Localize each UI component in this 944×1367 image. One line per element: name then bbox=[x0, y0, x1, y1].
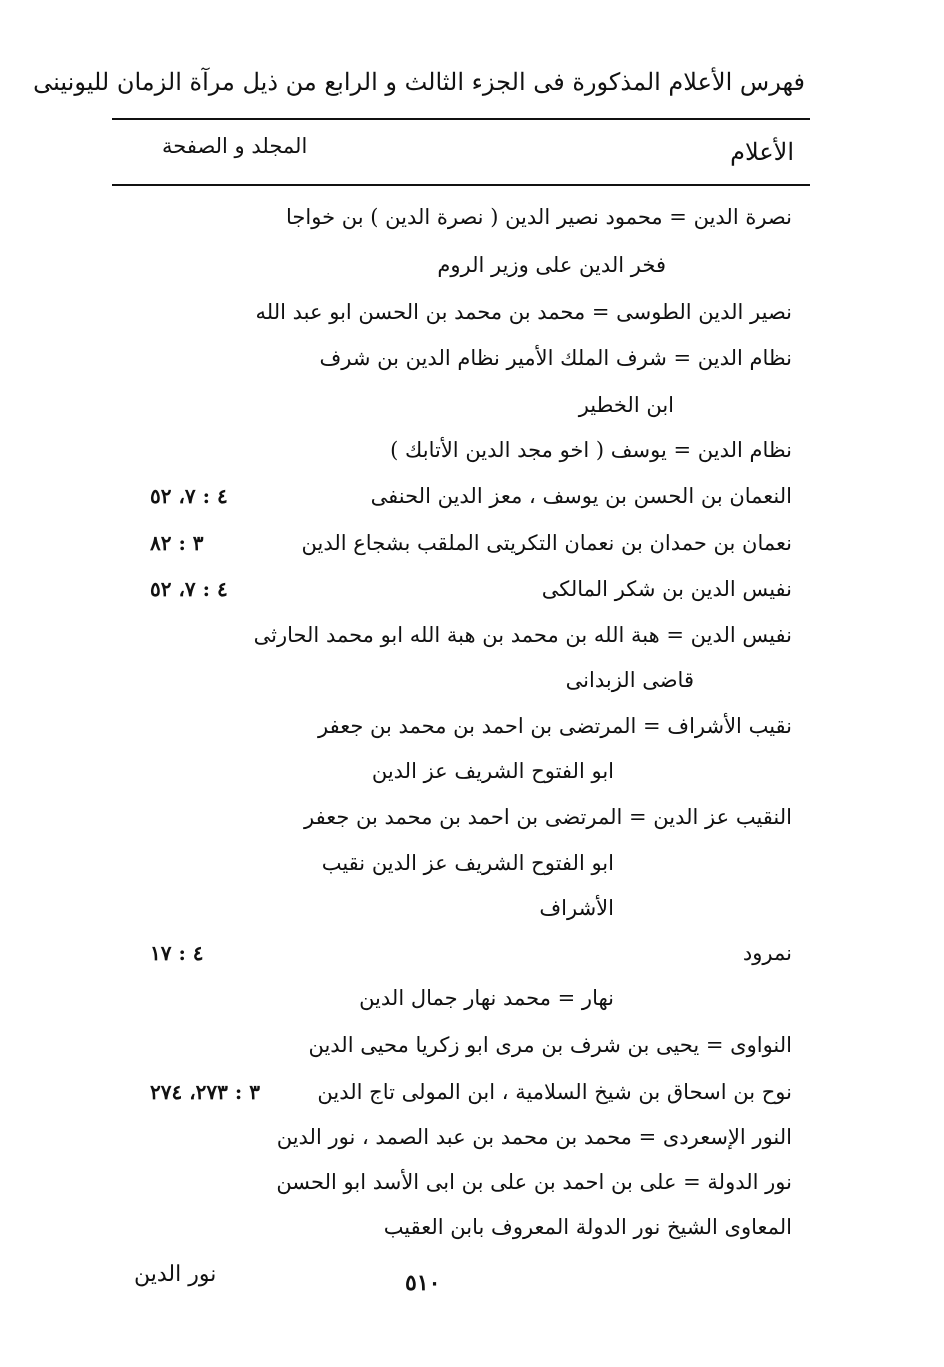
index-entry-reference: ٣ : ٢٧٣، ٢٧٤ bbox=[150, 1080, 260, 1104]
index-entry-text: النواوى = يحيى بن شرف بن مرى ابو زكريا محيى الدين bbox=[308, 1033, 792, 1057]
index-entry-text: نظام الدين = يوسف ( اخو مجد الدين الأتابك ) bbox=[390, 438, 792, 462]
catchword: نور الدين bbox=[134, 1262, 217, 1287]
index-entry-reference: ٣ : ٨٢ bbox=[150, 531, 204, 555]
index-entry-text: نعمان بن حمدان بن نعمان التكريتى الملقب بشجاع الدين bbox=[301, 531, 792, 555]
header-rule-bottom bbox=[112, 184, 810, 186]
index-entry-text: نوح بن اسحاق بن شيخ السلامية ، ابن المولى تاج الدين bbox=[317, 1080, 792, 1104]
column-heading-references: المجلد و الصفحة bbox=[162, 134, 308, 158]
index-entry-text: قاضى الزبدانى bbox=[565, 668, 694, 692]
index-entry-text: ابو الفتوح الشريف عز الدين نقيب bbox=[321, 851, 614, 875]
index-entry-text: نهار = محمد نهار جمال الدين bbox=[359, 986, 614, 1010]
index-entry-text: الأشراف bbox=[539, 896, 614, 920]
index-entry-reference: ٤ : ٧، ٥٢ bbox=[150, 484, 228, 508]
index-entry-text: النقيب عز الدين = المرتضى بن احمد بن محمد بن جعفر bbox=[304, 805, 792, 829]
running-title: فهرس الأعلام المذكورة فى الجزء الثالث و الرابع من ذيل مرآة الزمان لليونينى bbox=[33, 68, 805, 96]
index-entry-text: ابو الفتوح الشريف عز الدين bbox=[371, 759, 614, 783]
index-entry-text: نمرود bbox=[742, 941, 792, 965]
index-entry-text: نفيس الدين = هبة الله بن محمد بن هبة الله ابو محمد الحارثى bbox=[253, 623, 792, 647]
index-entry-text: نفيس الدين بن شكر المالكى bbox=[541, 577, 792, 601]
index-entry-reference: ٤ : ٧، ٥٢ bbox=[150, 577, 228, 601]
index-entry-text: نور الدولة = على بن احمد بن على بن ابى الأسد ابو الحسن bbox=[276, 1170, 792, 1194]
page-number: ٥١٠ bbox=[405, 1270, 441, 1296]
index-entry-text: نظام الدين = شرف الملك الأمير نظام الدين بن شرف bbox=[319, 346, 792, 370]
index-entry-reference: ٤ : ١٧ bbox=[150, 941, 204, 965]
index-entry-text: ابن الخطير bbox=[578, 393, 674, 417]
index-entry-text: نصير الدين الطوسى = محمد بن محمد بن الحسن ابو عبد الله bbox=[255, 300, 792, 324]
column-heading-names: الأعلام bbox=[730, 138, 794, 166]
index-entry-text: نصرة الدين = محمود نصير الدين ( نصرة الدين ) بن خواجا bbox=[286, 205, 792, 229]
index-entry-text: نقيب الأشراف = المرتضى بن احمد بن محمد بن جعفر bbox=[318, 714, 792, 738]
index-entry-text: المعاوى الشيخ نور الدولة المعروف بابن العقيب bbox=[383, 1215, 792, 1239]
index-entry-text: فخر الدين على وزير الروم bbox=[437, 253, 666, 277]
index-entry-text: النعمان بن الحسن بن يوسف ، معز الدين الحنفى bbox=[370, 484, 792, 508]
header-rule-top bbox=[112, 118, 810, 120]
index-entry-text: النور الإسعردى = محمد بن محمد بن عبد الصمد ، نور الدين bbox=[276, 1125, 792, 1149]
